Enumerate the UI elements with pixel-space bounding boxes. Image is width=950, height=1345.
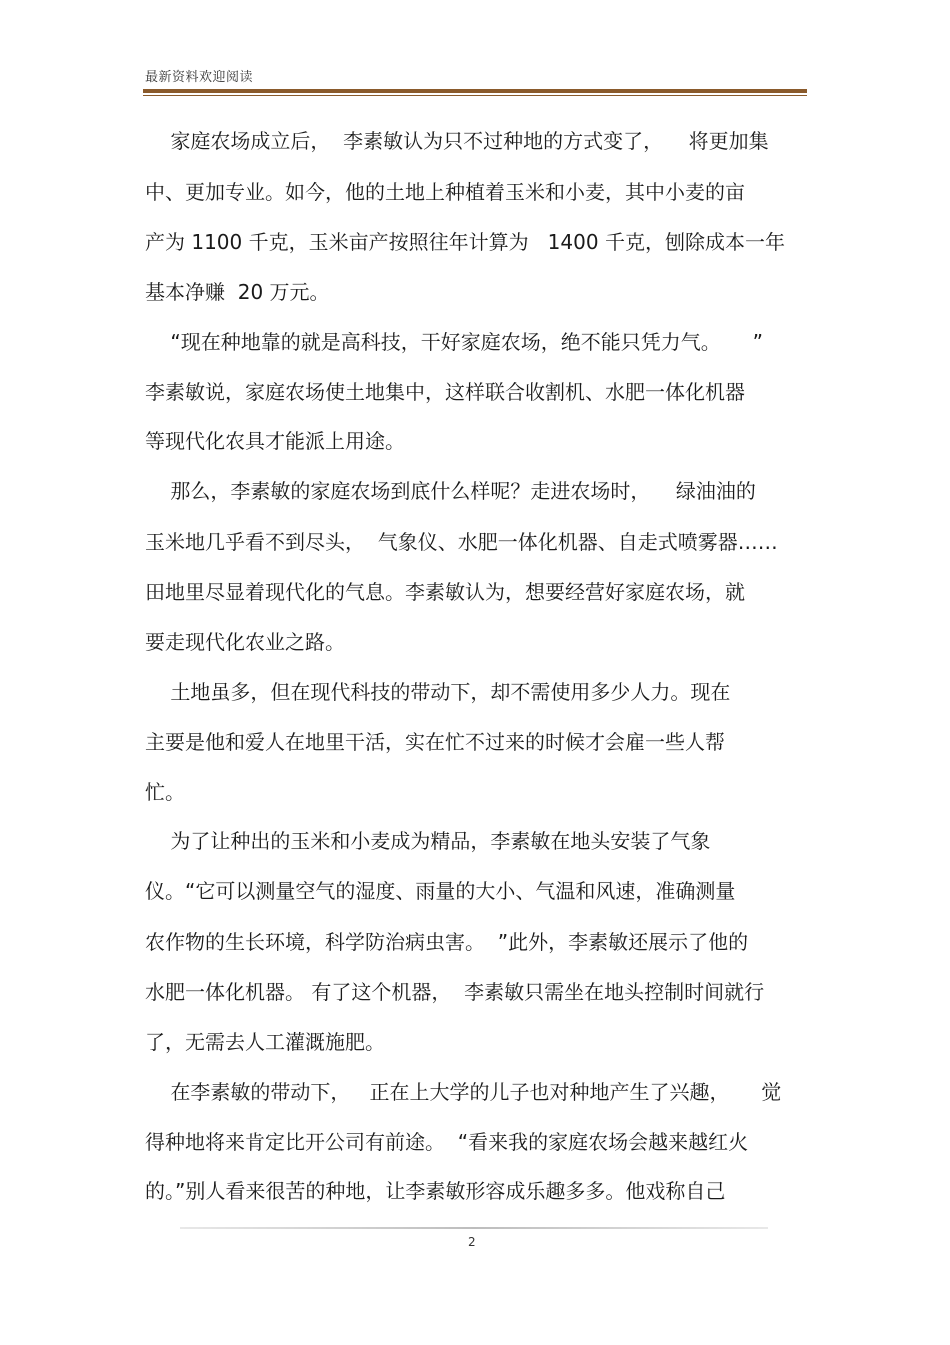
text-line: 得种地将来肯定比开公司有前途。 “看来我的家庭农场会越来越红火: [145, 1130, 749, 1154]
header-divider: [143, 89, 807, 93]
text-line: 中、更加专业。如今，他的土地上种植着玉米和小麦，其中小麦的亩: [145, 180, 745, 204]
text-line: 了，无需去人工灌溉施肥。: [145, 1030, 385, 1054]
text-line: 在李素敏的带动下， 正在上大学的儿子也对种地产生了兴趣， 觉: [145, 1080, 782, 1104]
text-line: 李素敏说，家庭农场使土地集中，这样联合收割机、水肥一体化机器: [145, 380, 745, 404]
text-line: 田地里尽显着现代化的气息。李素敏认为，想要经营好家庭农场，就: [145, 580, 745, 604]
header-text: 最新资料欢迎阅读: [145, 70, 254, 85]
text-line: 水肥一体化机器。 有了这个机器， 李素敏只需坐在地头控制时间就行: [145, 980, 765, 1004]
text-line: 仪。“它可以测量空气的湿度、雨量的大小、气温和风速，准确测量: [145, 879, 736, 903]
text-line: 家庭农场成立后， 李素敏认为只不过种地的方式变了， 将更加集: [145, 129, 769, 153]
footer-divider: [180, 1227, 768, 1229]
text-line: 主要是他和爱人在地里干活，实在忙不过来的时候才会雇一些人帮: [145, 730, 725, 754]
text-line: “现在种地靠的就是高科技，干好家庭农场，绝不能只凭力气。 ”: [145, 330, 763, 354]
text-line: 的。”别人看来很苦的种地，让李素敏形容成乐趣多多。他戏称自己: [145, 1179, 726, 1203]
text-line: 基本净赚 20 万元。: [145, 280, 330, 304]
text-line: 忙。: [145, 780, 185, 804]
text-line: 产为 1100 千克，玉米亩产按照往年计算为 1400 千克，刨除成本一年: [145, 230, 785, 254]
text-line: 要走现代化农业之路。: [145, 630, 345, 654]
page-number: 2: [468, 1235, 476, 1249]
text-line: 农作物的生长环境，科学防治病虫害。 ”此外，李素敏还展示了他的: [145, 930, 749, 954]
text-line: 土地虽多，但在现代科技的带动下，却不需使用多少人力。现在: [145, 680, 731, 704]
text-line: 玉米地几乎看不到尽头， 气象仪、水肥一体化机器、自走式喷雾器……: [145, 530, 778, 554]
text-line: 等现代化农具才能派上用途。: [145, 429, 405, 453]
text-line: 那么，李素敏的家庭农场到底什么样呢？走进农场时， 绿油油的: [145, 479, 756, 503]
header-divider-thin: [143, 95, 807, 96]
text-line: 为了让种出的玉米和小麦成为精品，李素敏在地头安装了气象: [145, 829, 711, 853]
